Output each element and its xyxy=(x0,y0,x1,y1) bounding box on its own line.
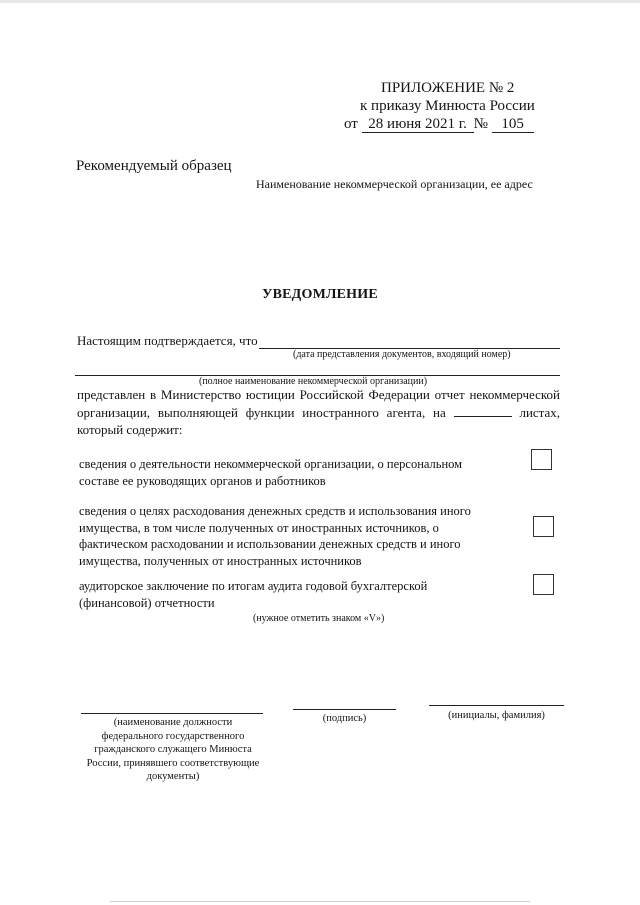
scan-top-edge xyxy=(0,0,640,3)
number-label: № xyxy=(473,116,488,132)
report-paragraph xyxy=(77,386,560,439)
date-prefix: от xyxy=(344,116,358,132)
sheets-count-blank xyxy=(454,405,512,417)
mark-note: (нужное отметить знаком «V») xyxy=(253,613,385,624)
confirm-text: Настоящим подтверждается, что xyxy=(77,333,258,348)
scan-bottom-edge xyxy=(110,901,530,902)
report-text-part1: представлен в Министерство юстиции Российской Федерации отчет некоммерческой организации, выполняющей функции иностранного агента, на xyxy=(77,387,560,420)
item-audit: аудиторское заключение по итогам аудита годовой бухгалтерской (финансовой) отчетности xyxy=(79,579,428,610)
signature-line xyxy=(293,709,396,710)
initials-line xyxy=(429,705,564,706)
org-name-address-label: Наименование некоммерческой организации, ее адрес xyxy=(256,177,533,191)
checkbox-audit[interactable] xyxy=(533,574,554,595)
appendix-date-row xyxy=(344,116,534,133)
item-activity: сведения о деятельности некоммерческой организации, о персональном составе ее руководящих органов и работников xyxy=(79,457,463,488)
recommended-sample: Рекомендуемый образец xyxy=(76,158,232,174)
position-caption: (наименование должности федерального государственного гражданского служащего Минюста России, принявшего соответствующие документы) xyxy=(86,717,260,782)
appendix-order-ref: к приказу Минюста России xyxy=(360,98,535,114)
date-value: 28 июня 2021 г. xyxy=(362,117,474,133)
number-value: 105 xyxy=(492,117,534,133)
position-line xyxy=(81,713,263,714)
date-caption: (дата представления документов, входящий номер) xyxy=(293,349,511,360)
checkbox-expenses[interactable] xyxy=(533,516,554,537)
checkbox-activity[interactable] xyxy=(531,449,552,470)
signature-caption: (подпись) xyxy=(322,713,367,724)
initials-caption: (инициалы, фамилия) xyxy=(448,710,545,721)
document-heading: УВЕДОМЛЕНИЕ xyxy=(262,287,378,302)
org-caption: (полное наименование некоммерческой организации) xyxy=(199,376,428,387)
appendix-title: ПРИЛОЖЕНИЕ № 2 xyxy=(381,80,515,96)
report-text-part2: листах, который содержит: xyxy=(77,404,561,437)
item-expenses: сведения о целях расходования денежных средств и использования иного имущества, в том числе полученных от иностранных источников, о фактическом расходовании и использовании денежных средств и иного имущества, полученных от иностранных источников xyxy=(79,504,471,568)
